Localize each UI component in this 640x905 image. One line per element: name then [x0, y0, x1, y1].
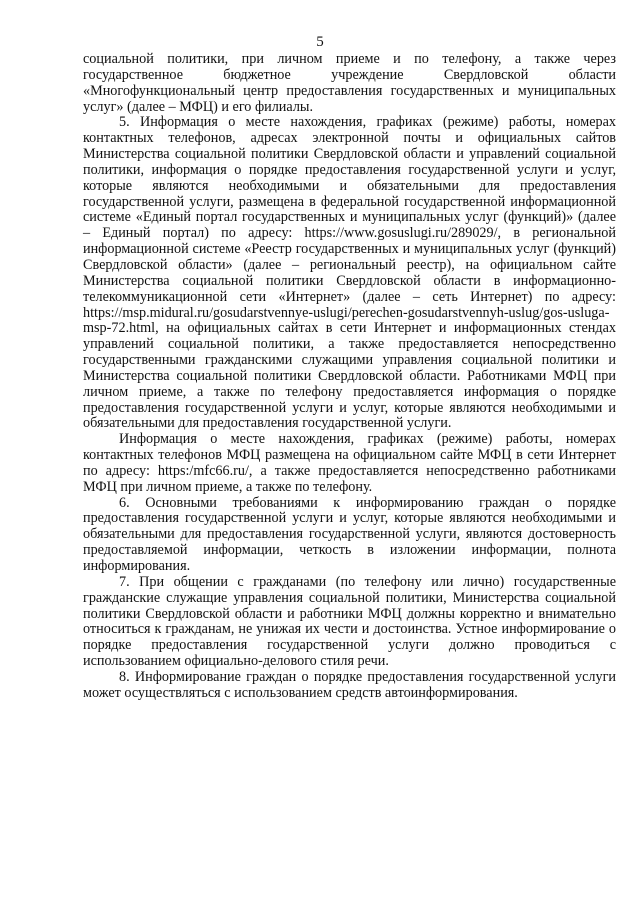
paragraph-5-information-sources: 5. Информация о месте нахождения, графиках (режиме) работы, номерах контактных телефонов, адресах электронной почты и официальных сайтов Министерства социальной политики Свердловской области и управлений социальной политики, информация о порядке предоставления государственной услуги и услуг, которые являются необходимыми и обязательными для предоставления государственной услуги, размещена в федеральной государственной информационной системе «Единый портал государственных и муниципальных услуг (функций)» (далее – Единый портал) по адресу: https://www.gosuslugi.ru/289029/, в региональной информационной системе «Реестр государственных и муниципальных услуг (функций) Свердловской области» (далее – региональный реестр), на официальном сайте Министерства социальной политики Свердловской области в информационно-телекоммуникационной сети «Интернет» (далее – сеть Интернет) по адресу: https://msp.midural.ru/gosudarstvennye-uslugi/perechen-gosudarstvennyh-uslug/gos-usluga-msp-72.html, на официальных сайтах в сети Интернет и информационных стендах управлений социальной политики, а также предоставляется непосредственно государственными гражданскими служащими управления социальной политики и Министерства социальной политики Свердловской области. Работниками МФЦ при личном приеме, а также по телефону предоставляется информация о порядке предоставления государственной услуги и услуг, которые являются необходимыми и обязательными для предоставления государственной услуги. [83, 114, 616, 432]
paragraph-8-autoinforming: 8. Информирование граждан о порядке предоставления государственной услуги может осуществляться с использованием средств автоинформирования. [83, 668, 616, 701]
page-number: 5 [316, 34, 324, 50]
paragraph-mfc-information: Информация о месте нахождения, графиках (режиме) работы, номерах контактных телефонов МФЦ размещена на официальном сайте МФЦ в сети Интернет по адресу: https:/mfc66.ru/, а также предоставляется непосредственно работниками МФЦ при личном приеме, а также по телефону. [83, 431, 616, 495]
document-body [83, 52, 616, 702]
paragraph-7-communication: 7. При общении с гражданами (по телефону или лично) государственные гражданские служащие управления социальной политики, Министерства социальной политики Свердловской области и работники МФЦ должны корректно и внимательно относиться к гражданам, не унижая их чести и достоинства. Устное информирование о порядке предоставления государственной услуги должно проводиться с использованием официально-делового стиля речи. [83, 573, 616, 670]
paragraph-continuation: социальной политики, при личном приеме и по телефону, а также через государственное бюджетное учреждение Свердловской области «Многофункциональный центр предоставления государственных и муниципальных услуг» (далее – МФЦ) и его филиалы. [83, 51, 616, 115]
paragraph-6-requirements: 6. Основными требованиями к информированию граждан о порядке предоставления государственной услуги и услуг, которые являются необходимыми и обязательными для предоставления государственной услуги, являются достоверность предоставляемой информации, четкость в изложении информации, полнота информирования. [83, 494, 616, 574]
